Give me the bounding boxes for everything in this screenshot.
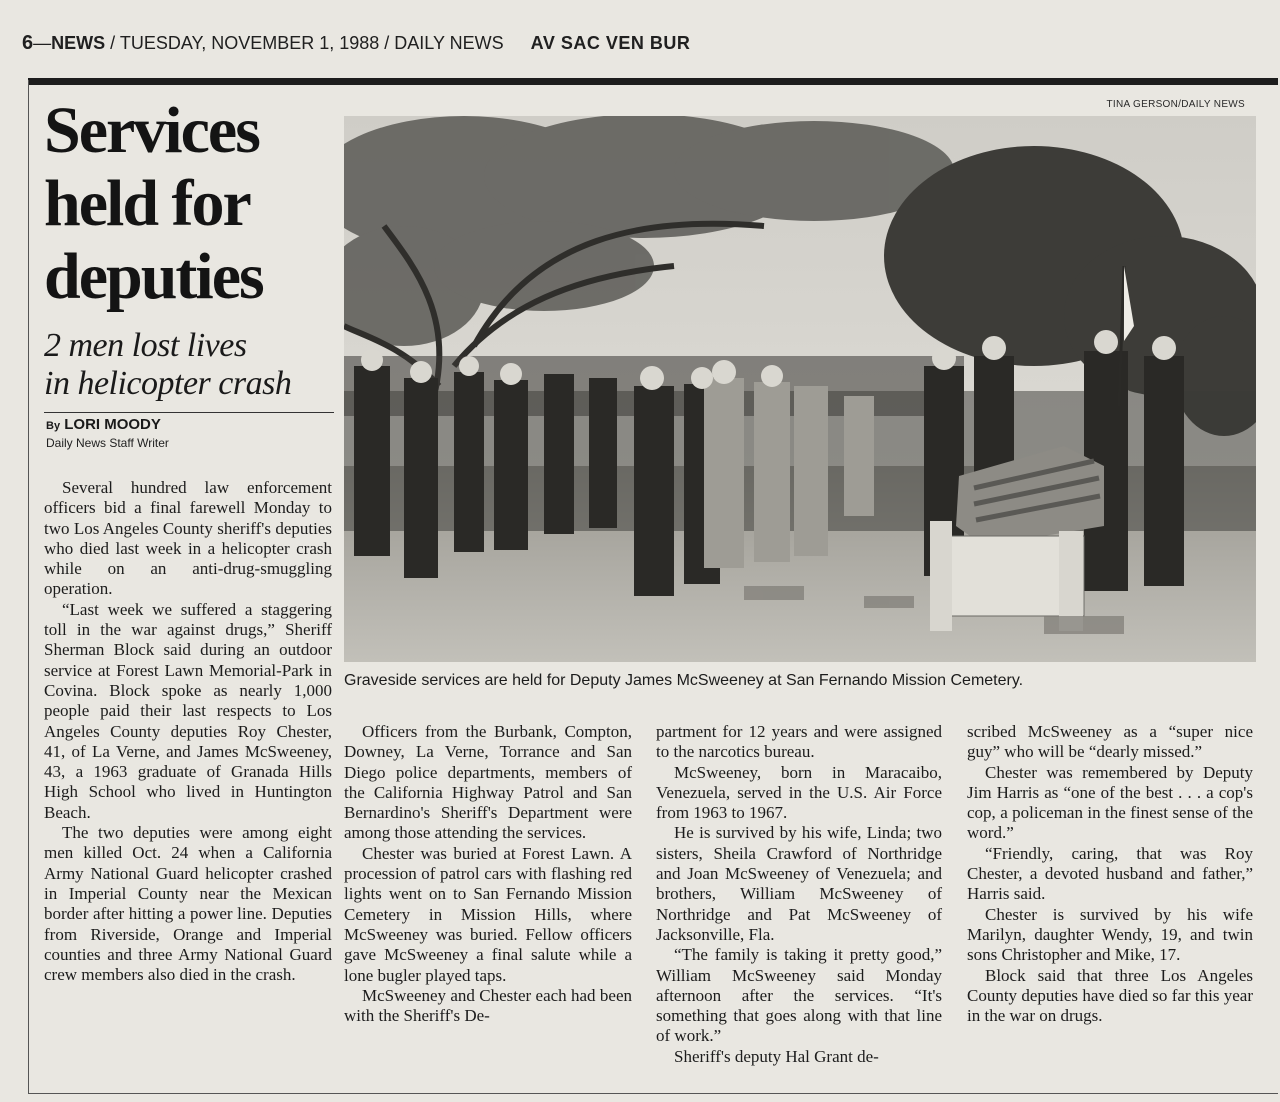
article-column-3 [656, 722, 942, 1067]
byline-rule [44, 412, 334, 413]
paragraph: Block said that three Los Angeles County deputies have died so far this year in the war on drugs. [967, 965, 1253, 1026]
article-column-4 [967, 722, 1253, 1026]
byline [46, 416, 161, 433]
section-name: NEWS [51, 33, 106, 53]
paragraph: “The family is taking it pretty good,” William McSweeney said Monday afternoon after the services. “It's something that goes along with that line of work.” [656, 945, 942, 1046]
bottom-border [28, 1093, 1278, 1094]
paragraph-continuation: partment for 12 years and were assigned to the narcotics bureau. [656, 722, 942, 762]
article-column-2 [344, 722, 632, 1026]
subheadline-line: 2 men lost lives [44, 327, 247, 364]
subheadline [44, 327, 336, 403]
article-column-1 [44, 478, 332, 985]
paragraph: “Last week we suffered a staggering toll in the war against drugs,” Sheriff Sherman Block said during an outdoor service at Forest Lawn Memorial-Park in Covina. Block spoke as nearly 1,000 people paid their last respects to Los Angeles County deputies Roy Chester, 41, of La Verne, and James McSweeney, 43, a 1963 graduate of Granada Hills High School who lived in Huntington Beach. [44, 599, 332, 822]
headline-line: deputies [44, 240, 263, 313]
top-rule [28, 78, 1278, 85]
headline-line: Services [44, 94, 259, 167]
paragraph: Chester was remembered by Deputy Jim Harris as “one of the best . . . a cop's cop, a policeman in the finest sense of the word.” [967, 762, 1253, 843]
dateline: TUESDAY, NOVEMBER 1, 1988 / DAILY NEWS [119, 33, 504, 53]
left-border [28, 80, 29, 1094]
paragraph: The two deputies were among eight men killed Oct. 24 when a California Army National Guard helicopter crashed in Imperial County near the Mexican border after hitting a power line. Deputies from Riverside, Orange and Imperial counties and three Army National Guard crew members also died in the crash. [44, 823, 332, 985]
byline-author: LORI MOODY [64, 416, 161, 433]
headline-line: held for [44, 167, 250, 240]
byline-by: By [46, 420, 61, 432]
byline-title: Daily News Staff Writer [46, 436, 169, 450]
funeral-photo [344, 116, 1256, 662]
paragraph: Chester is survived by his wife Marilyn, daughter Wendy, 19, and twin sons Christopher and Mike, 17. [967, 904, 1253, 965]
paragraph: Several hundred law enforcement officers bid a final farewell Monday to two Los Angeles County sheriff's deputies who died last week in a helicopter crash while on an anti-drug-smuggling operation. [44, 478, 332, 599]
photo-illustration [344, 116, 1256, 662]
paragraph: McSweeney, born in Maracaibo, Venezuela, served in the U.S. Air Force from 1963 to 1967. [656, 762, 942, 823]
page-number: 6 [22, 32, 34, 54]
headline [44, 94, 336, 313]
paragraph: McSweeney and Chester each had been with the Sheriff's De- [344, 985, 632, 1026]
paragraph: Chester was buried at Forest Lawn. A procession of patrol cars with flashing red lights went on to San Fernando Mission Cemetery in Mission Hills, where McSweeney was buried. Fellow officers gave McSweeney a final salute while a lone bugler played taps. [344, 843, 632, 985]
folio-line: 6—NEWS / TUESDAY, NOVEMBER 1, 1988 / DAILY NEWS AV SAC VEN BUR [22, 32, 691, 54]
paragraph: “Friendly, caring, that was Roy Chester, a devoted husband and father,” Harris said. [967, 843, 1253, 904]
photo-credit: TINA GERSON/DAILY NEWS [1106, 99, 1245, 110]
edition-codes: AV SAC VEN BUR [530, 33, 691, 53]
photo-caption: Graveside services are held for Deputy James McSweeney at San Fernando Mission Cemetery. [344, 672, 1024, 689]
paragraph: Sheriff's deputy Hal Grant de- [674, 1046, 879, 1066]
paragraph: Officers from the Burbank, Compton, Downey, La Verne, Torrance and San Diego police departments, members of the California Highway Patrol and San Bernardino's Sheriff's Department were among those attending the services. [344, 722, 632, 843]
paragraph-continuation: scribed McSweeney as a “super nice guy” who will be “dearly missed.” [967, 722, 1253, 762]
paragraph: He is survived by his wife, Linda; two sisters, Sheila Crawford of Northridge and Joan McSweeney of Venezuela; and brothers, William McSweeney of Northridge and Pat McSweeney of Jacksonville, Fla. [656, 823, 942, 944]
subheadline-line: in helicopter crash [44, 365, 292, 402]
